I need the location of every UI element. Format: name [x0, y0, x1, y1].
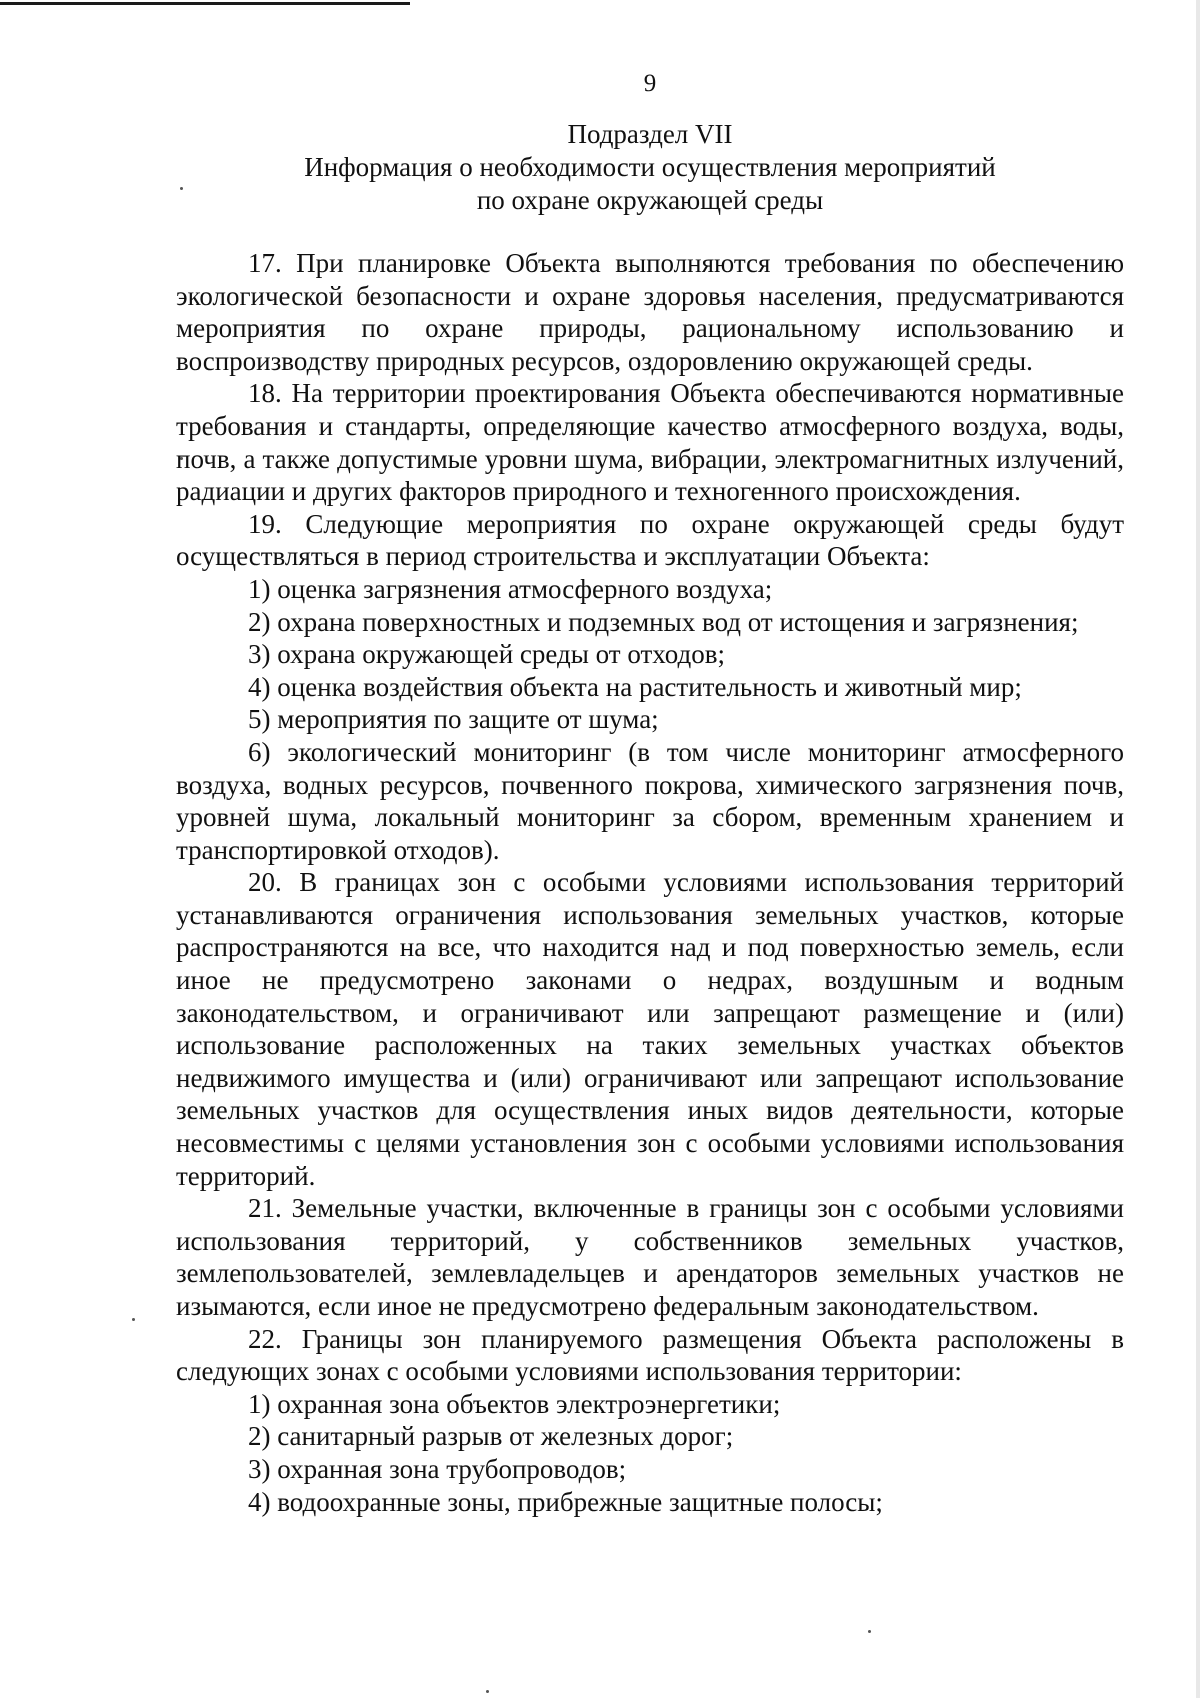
list-item: 3) охрана окружающей среды от отходов; — [248, 639, 725, 670]
paragraph-19: 19. Следующие мероприятия по охране окружающей среды будут осуществляться в период строительства и эксплуатации Объекта: — [176, 508, 1124, 572]
subsection-title: Подраздел VII — [567, 119, 733, 149]
heading-line-2: по охране окружающей среды — [476, 185, 824, 215]
document-body — [176, 247, 1124, 1518]
list-item: 3) охранная зона трубопроводов; — [248, 1453, 627, 1484]
heading-line-1: Информация о необходимости осуществления мероприятий — [304, 152, 996, 182]
paragraph-22: 22. Границы зон планируемого размещения Объекта расположены в следующих зонах с особыми условиями использования территории: — [176, 1323, 1124, 1387]
list-item: 4) водоохранные зоны, прибрежные защитные полосы; — [248, 1486, 883, 1517]
list-item: 6) экологический мониторинг (в том числе мониторинг атмосферного воздуха, водных ресурсов, почвенного покрова, химического загрязнения почв, уровней шума, локальный мониторинг за сбором, временным хранением и транспортировкой отходов). — [176, 736, 1124, 865]
paragraph-18: 18. На территории проектирования Объекта обеспечиваются нормативные требования и стандарты, определяющие качество атмосферного воздуха, воды, почв, а также допустимые уровни шума, вибрации, электромагнитных излучений, радиации и других факторов природного и техногенного происхождения. — [176, 378, 1124, 507]
section-heading — [0, 118, 1200, 217]
scan-speck — [486, 1690, 489, 1693]
list-item: 1) оценка загрязнения атмосферного воздуха; — [248, 573, 773, 604]
scan-speck — [132, 1318, 135, 1321]
list-item: 1) охранная зона объектов электроэнергетики; — [248, 1388, 781, 1419]
list-item: 2) санитарный разрыв от железных дорог; — [248, 1421, 734, 1452]
paragraph-17: 17. При планировке Объекта выполняются требования по обеспечению экологической безопасности и охране здоровья населения, предусматриваются мероприятия по охране природы, рациональному использованию и воспроизводству природных ресурсов, оздоровлению окружающей среды. — [176, 248, 1124, 376]
scan-speck — [868, 1630, 871, 1633]
scan-artifact-edge — [1196, 0, 1200, 1698]
list-item: 2) охрана поверхностных и подземных вод от истощения и загрязнения; — [248, 606, 1079, 637]
scan-artifact-line — [0, 2, 410, 5]
list-item: 5) мероприятия по защите от шума; — [248, 704, 659, 735]
paragraph-21: 21. Земельные участки, включенные в границы зон с особыми условиями использования территорий, у собственников земельных участков, землепользователей, землевладельцев и арендаторов земельных участков не изымаются, если иное не предусмотрено федеральным законодательством. — [176, 1193, 1124, 1321]
list-item: 4) оценка воздействия объекта на растительность и животный мир; — [248, 671, 1022, 702]
paragraph-20: 20. В границах зон с особыми условиями использования территорий устанавливаются ограничения использования земельных участков, которые распространяются на все, что находится над и под поверхностью земель, если иное не предусмотрено законами о недрах, воздушным и водным законодательством, и ограничивают или запрещают размещение и (или) использование расположенных на таких земельных участках объектов недвижимого имущества и (или) ограничивают или запрещают использование земельных участков для осуществления иных видов деятельности, которые несовместимы с целями установления зон с особыми условиями использования территорий. — [176, 867, 1124, 1191]
page-number: 9 — [643, 70, 657, 97]
